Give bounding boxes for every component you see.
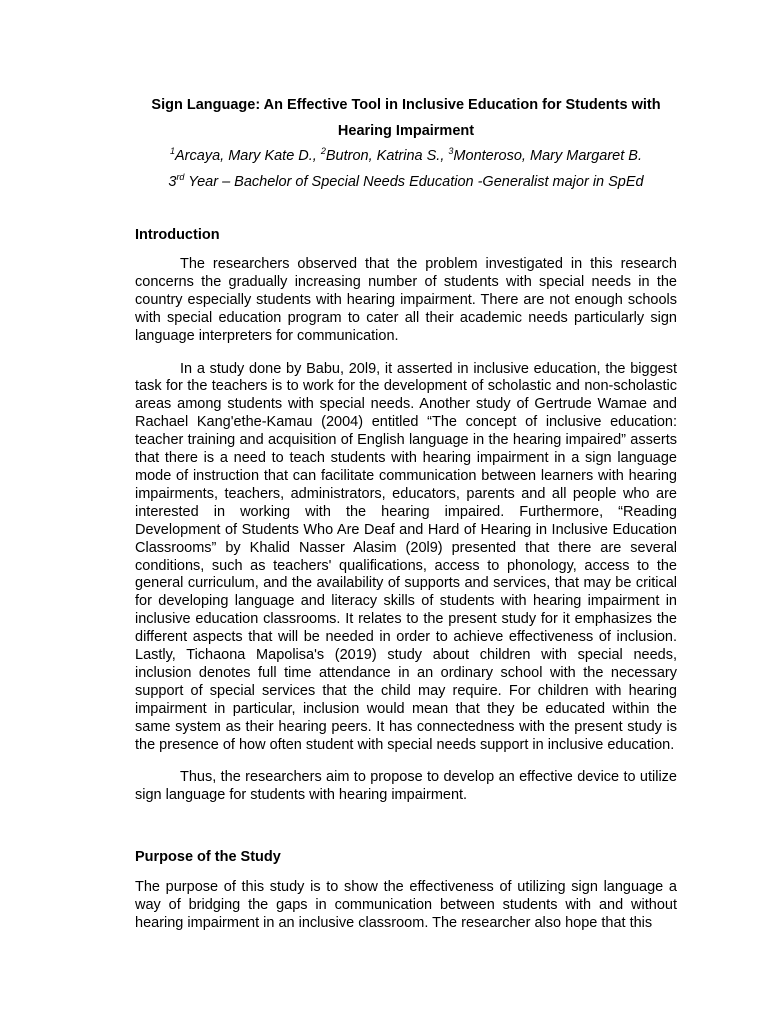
intro-paragraph-3: Thus, the researchers aim to propose to develop an effective device to utilize sign language for students with hearing impairment. [135, 769, 677, 804]
section-heading-purpose: Purpose of the Study [135, 849, 281, 866]
program-line [135, 172, 677, 192]
program-name: Year – Bachelor of Special Needs Education -Generalist major in SpEd [184, 174, 644, 190]
intro-paragraph-2: In a study done by Babu, 20l9, it asserted in inclusive education, the biggest task for the teachers is to work for the development of scholastic and non-scholastic areas among students with special needs. Another study of Gertrude Wamae and Rachael Kang'ethe-Kamau (2004) entitled “The concept of inclusive education: teacher training and acquisition of English language in the hearing impaired” asserts that there is a need to teach students with hearing impairment in a sign language mode of instruction that can facilitate communication between learners with hearing impairments, teachers, administrators, educators, parents and all people who are interested in working with the hearing impaired. Furthermore, “Reading Development of Students Who Are Deaf and Hard of Hearing in Inclusive Education Classrooms” by Khalid Nasser Alasim (20l9) presented that there are several conditions, such as teachers' qualifications, access to phonology, access to the general curriculum, and the availability of supports and services, that may be critical for developing language and literacy skills of students with hearing impairment in inclusive education classrooms. It relates to the present study for it emphasizes the different aspects that will be needed in order to achieve effectiveness of inclusion. Lastly, Tichaona Mapolisa's (2019) study about children with special needs, inclusion denotes full time attendance in an ordinary school with the necessary support of special services that the child may require. For children with hearing impairment in particular, inclusion would mean that they be educated within the same system as their hearing peers. It has connectedness with the present study is the presence of how often student with special needs support in inclusive education. [135, 360, 677, 753]
author-number: 3 [448, 146, 454, 157]
author-name: Monteroso, Mary Margaret B. [453, 148, 642, 164]
purpose-paragraph-1: The purpose of this study is to show the effectiveness of utilizing sign language a way of bridging the gaps in communication between students with and without hearing impairment in an inclusive classroom. The researcher also hope that this [135, 879, 677, 932]
intro-paragraph-1: The researchers observed that the problem investigated in this research concerns the gradually increasing number of students with special needs in the country especially students with hearing impairment. There are not enough schools with special education program to cater all their academic needs particularly sign language interpreters for communication. [135, 256, 677, 344]
program-year-suffix: rd [176, 172, 185, 183]
author-name: Arcaya, Mary Kate D., [175, 148, 321, 164]
program-year: 3 [168, 174, 177, 190]
section-heading-introduction: Introduction [135, 227, 220, 243]
document-page [135, 92, 677, 933]
author-name: Butron, Katrina S., [325, 148, 449, 164]
document-title: Sign Language: An Effective Tool in Inclusive Education for Students with Hearing Impairment [151, 97, 661, 139]
author-line [135, 146, 677, 166]
author-number: 2 [320, 146, 326, 157]
author-number: 1 [170, 146, 176, 157]
